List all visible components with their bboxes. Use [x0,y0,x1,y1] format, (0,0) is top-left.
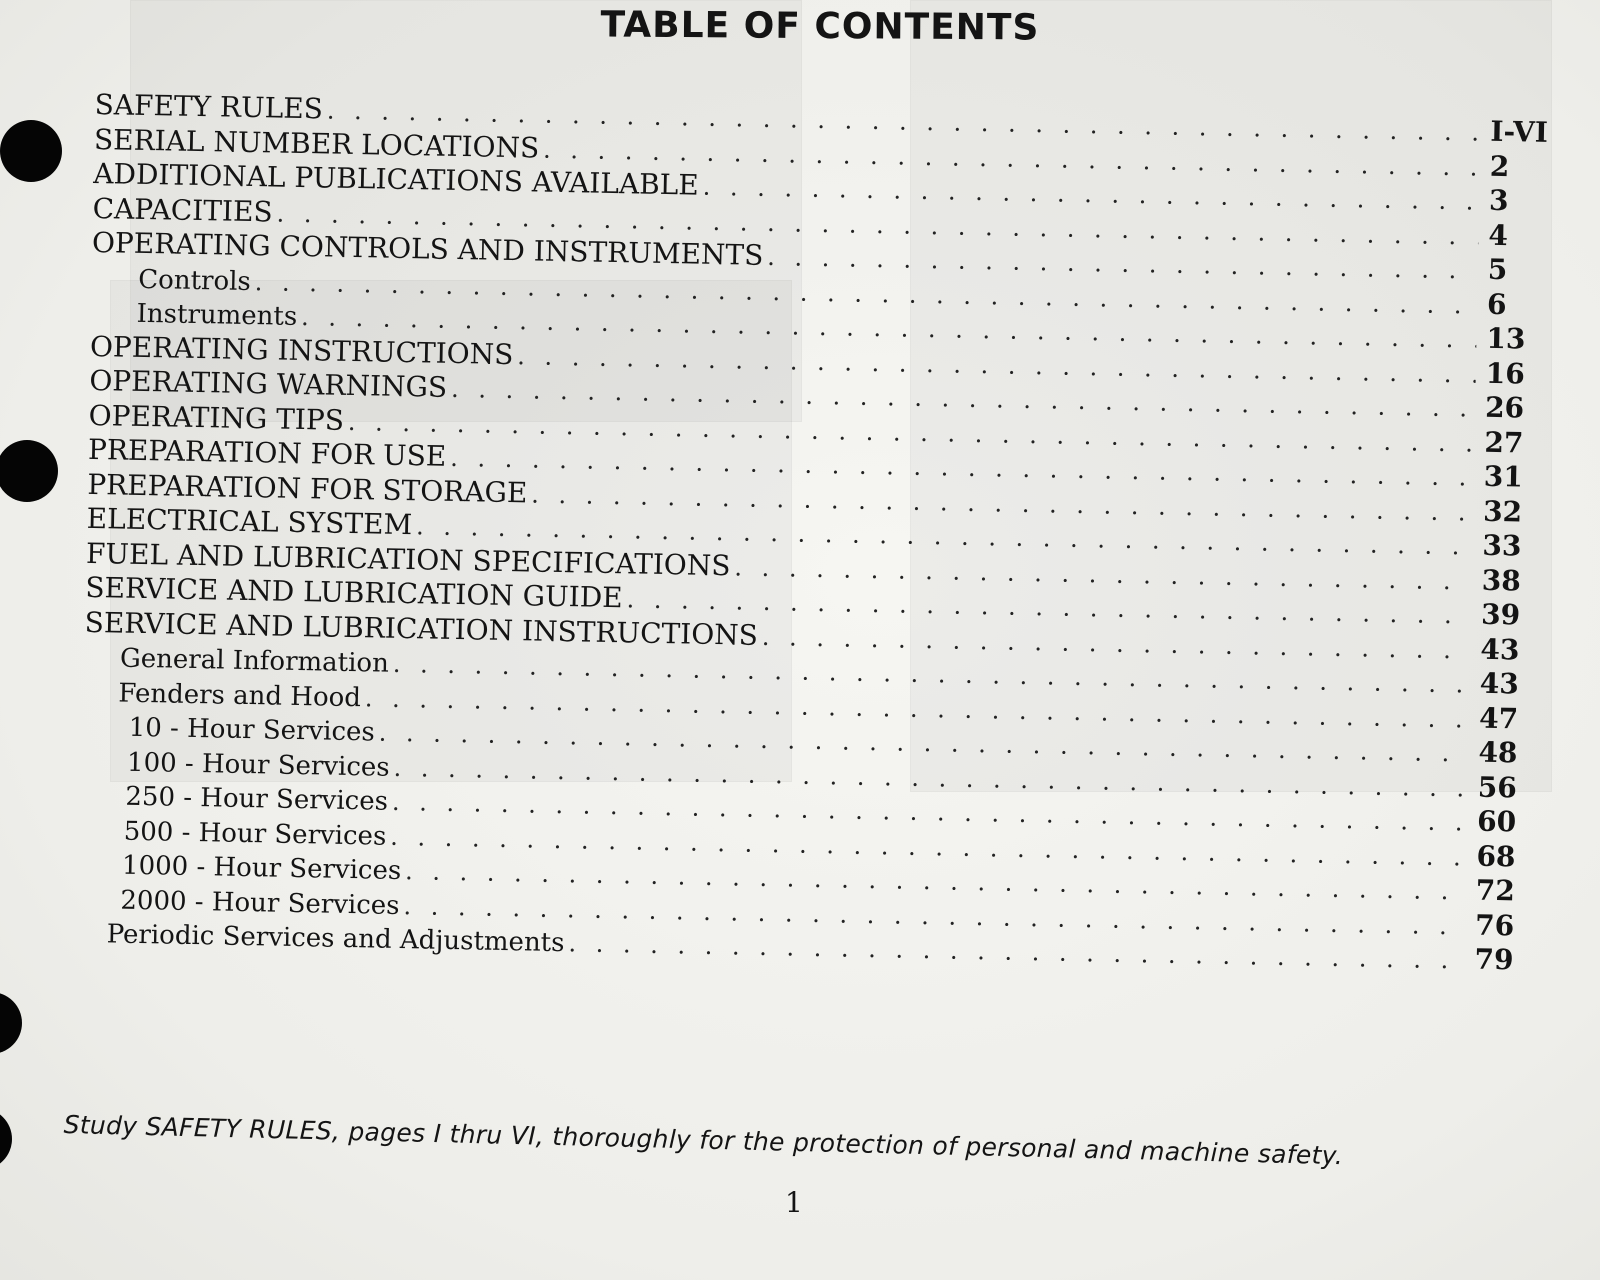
toc-entry-page: 32 [1482,494,1523,528]
toc-entry-label: OPERATING WARNINGS [89,363,448,404]
toc-entry-label: 500 - Hour Services [123,816,387,852]
toc-entry-page: 76 [1474,908,1515,942]
toc-entry-label: Periodic Services and Adjustments [106,919,565,959]
toc-entry-label: Controls [138,264,252,297]
toc-entry-page: 72 [1475,873,1516,908]
toc-entry-page: 38 [1481,563,1522,597]
toc-entry-label: CAPACITIES [92,191,273,228]
toc-entry-page: 13 [1486,321,1526,356]
toc-entry-label: Instruments [136,298,298,332]
toc-entry-label: OPERATING CONTROLS AND INSTRUMENTS [91,225,764,272]
binder-hole [0,440,58,502]
toc-entry-page: 43 [1479,666,1520,701]
toc-entry-label: SERVICE AND LUBRICATION INSTRUCTIONS [84,605,759,652]
toc-entry-label: ADDITIONAL PUBLICATIONS AVAILABLE [93,156,700,202]
toc-entry-label: PREPARATION FOR USE [87,432,447,473]
page-number: 1 [785,1186,803,1219]
toc-entry-label: 100 - Hour Services [126,747,390,783]
binder-hole [0,992,22,1054]
binder-hole [0,1108,12,1170]
toc-entry-page: 48 [1478,735,1518,770]
toc-entry-label: FUEL AND LUBRICATION SPECIFICATIONS [85,536,731,582]
toc-entry-label: SERVICE AND LUBRICATION GUIDE [85,570,623,615]
toc-entry-page: 4 [1488,218,1509,252]
toc-entry-label: 250 - Hour Services [125,781,389,817]
toc-entry-label: General Information [119,643,390,679]
toc-entry-label: ELECTRICAL SYSTEM [86,501,413,542]
table-of-contents [78,88,1554,978]
toc-entry-page: 6 [1486,287,1507,321]
binder-hole [0,120,62,182]
toc-entry-label: OPERATING TIPS [88,398,345,437]
toc-entry-page: 31 [1483,459,1524,494]
toc-entry-page: 39 [1480,597,1521,632]
toc-entry-page: 2 [1489,149,1510,183]
toc-entry-label: 10 - Hour Services [128,712,376,748]
safety-notice: Study SAFETY RULES, pages I thru VI, thoroughly for the protection of personal and machine safety. [63,1110,1344,1171]
toc-entry-label: Fenders and Hood [118,678,362,713]
toc-entry-page: 26 [1484,390,1525,425]
toc-entry-page: 3 [1488,183,1509,218]
toc-entry-label: OPERATING INSTRUCTIONS [89,329,514,371]
toc-entry-page: I-VI [1490,114,1549,149]
toc-entry-label: PREPARATION FOR STORAGE [87,467,528,509]
toc-entry-page: 79 [1474,942,1514,977]
page-title: TABLE OF CONTENTS [600,4,1040,49]
toc-entry-page: 68 [1476,839,1516,873]
toc-entry-page: 33 [1482,528,1522,563]
toc-entry-page: 47 [1478,701,1519,735]
toc-entry-page: 5 [1487,252,1508,287]
toc-entry-page: 16 [1485,356,1526,390]
toc-entry-label: SAFETY RULES [94,88,324,126]
toc-entry-page: 27 [1484,425,1524,459]
toc-entry-label: 1000 - Hour Services [121,850,402,887]
toc-entry-label: SERIAL NUMBER LOCATIONS [93,122,540,165]
toc-entry-label: 2000 - Hour Services [120,885,400,921]
toc-entry-page: 43 [1480,632,1520,666]
toc-entry-page: 56 [1477,770,1518,804]
toc-entry-page: 60 [1476,804,1517,839]
